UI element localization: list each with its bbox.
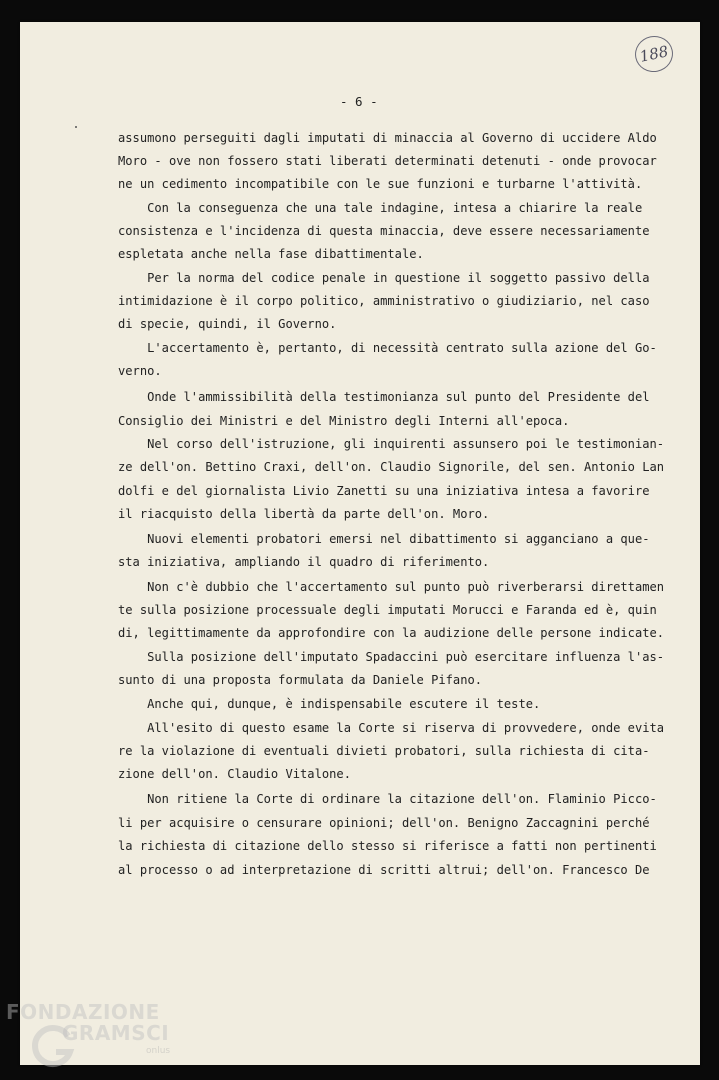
text-line: Moro - ove non fossero stati liberati determinati detenuti - onde provocar — [118, 154, 657, 168]
text-line: zione dell'on. Claudio Vitalone. — [118, 767, 351, 781]
watermark-line2: GRAMSCI — [62, 1021, 170, 1045]
text-line: sunto di una proposta formulata da Daniele Pifano. — [118, 673, 483, 687]
text-line: Non c'è dubbio che l'accertamento sul punto può riverberarsi direttamen — [118, 580, 665, 594]
watermark-line1: FONDAZIONE — [6, 1000, 160, 1024]
watermark-suffix: onlus — [146, 1046, 171, 1056]
text-line: dolfi e del giornalista Livio Zanetti su una iniziativa intesa a favorire — [118, 484, 650, 498]
text-line: te sulla posizione processuale degli imputati Morucci e Faranda ed è, quin — [118, 603, 657, 617]
text-line: di specie, quindi, il Governo. — [118, 317, 337, 331]
text-line: ne un cedimento incompatibile con le sue funzioni e turbarne l'attività. — [118, 177, 643, 191]
text-line: Sulla posizione dell'imputato Spadaccini può esercitare influenza l'as- — [118, 650, 665, 664]
text-line: il riacquisto della libertà da parte dell'on. Moro. — [118, 507, 490, 521]
text-line: al processo o ad interpretazione di scritti altrui; dell'on. Francesco De — [118, 863, 650, 877]
text-line: sta iniziativa, ampliando il quadro di riferimento. — [118, 555, 490, 569]
text-line: di, legittimamente da approfondire con la audizione delle persone indicate. — [118, 626, 665, 640]
text-line: Nel corso dell'istruzione, gli inquirenti assunsero poi le testimonian- — [118, 437, 665, 451]
text-line: la richiesta di citazione dello stesso si riferisce a fatti non pertinenti — [118, 839, 657, 853]
text-line: consistenza e l'incidenza di questa minaccia, deve essere necessariamente — [118, 224, 650, 238]
text-line: ze dell'on. Bettino Craxi, dell'on. Claudio Signorile, del sen. Antonio Lan — [118, 460, 665, 474]
text-line: assumono perseguiti dagli imputati di minaccia al Governo di uccidere Aldo — [118, 131, 657, 145]
text-line: Nuovi elementi probatori emersi nel dibattimento si agganciano a que- — [118, 532, 650, 546]
text-line: L'accertamento è, pertanto, di necessità centrato sulla azione del Go- — [118, 341, 657, 355]
text-line: Consiglio dei Ministri e del Ministro degli Interni all'epoca. — [118, 414, 570, 428]
text-line: li per acquisire o censurare opinioni; dell'on. Benigno Zaccagnini perché — [118, 816, 650, 830]
text-line: Non ritiene la Corte di ordinare la citazione dell'on. Flaminio Picco- — [118, 792, 657, 806]
archive-page-stamp: 188 — [632, 32, 677, 75]
text-line: intimidazione è il corpo politico, amministrativo o giudiziario, nel caso — [118, 294, 650, 308]
text-line: re la violazione di eventuali divieti probatori, sulla richiesta di cita- — [118, 744, 650, 758]
paper-speck — [75, 126, 77, 128]
text-line: Per la norma del codice penale in questione il soggetto passivo della — [118, 271, 650, 285]
text-line: verno. — [118, 364, 162, 378]
text-line: espletata anche nella fase dibattimentale. — [118, 247, 424, 261]
page-number: - 6 - — [340, 94, 378, 109]
fondazione-gramsci-watermark — [6, 1000, 181, 1080]
text-line: Con la conseguenza che una tale indagine, intesa a chiarire la reale — [118, 201, 643, 215]
text-line: Onde l'ammissibilità della testimonianza sul punto del Presidente del — [118, 390, 650, 404]
text-line: Anche qui, dunque, è indispensabile escutere il teste. — [118, 697, 541, 711]
text-line: All'esito di questo esame la Corte si riserva di provvedere, onde evita — [118, 721, 665, 735]
